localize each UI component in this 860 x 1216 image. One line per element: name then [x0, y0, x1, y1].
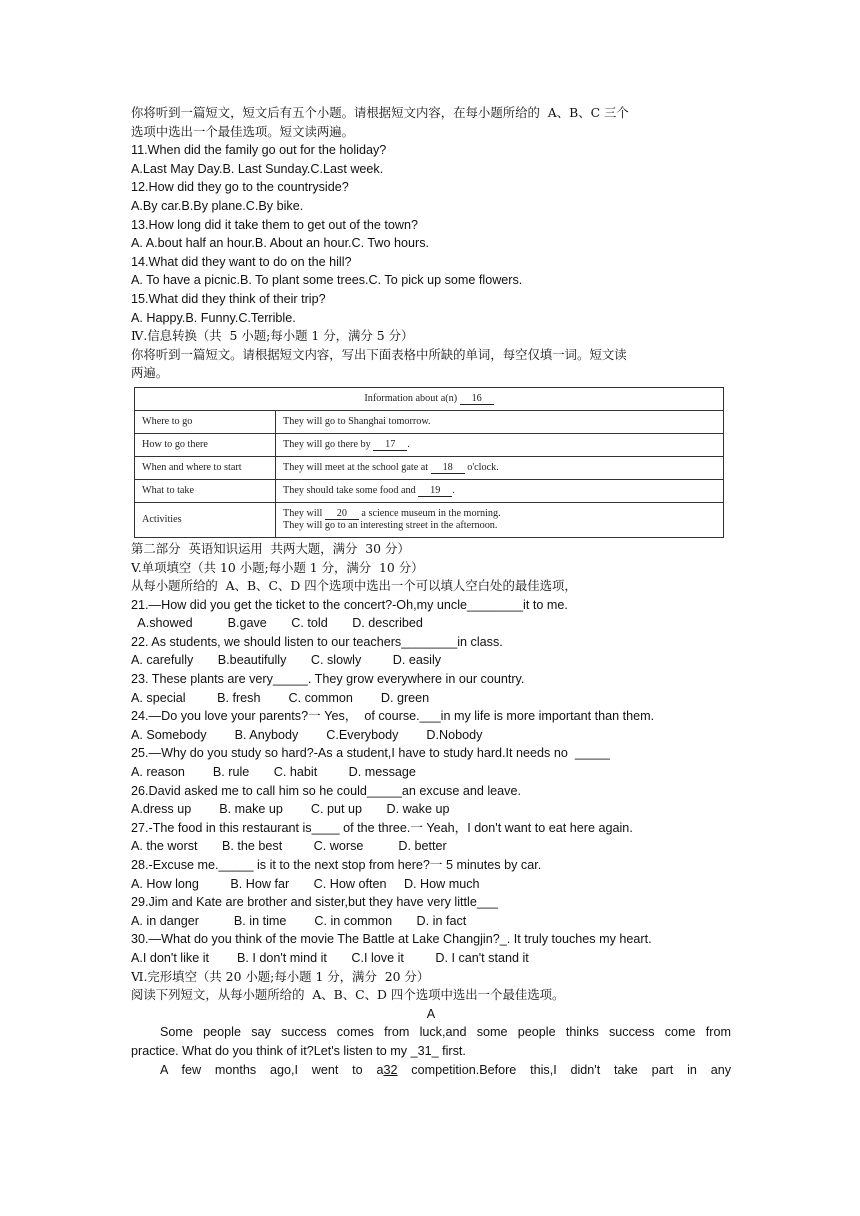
section-4-title: Ⅳ.信息转换（共 5 小题;每小题 1 分，满分 5 分） — [131, 328, 414, 344]
options-30: A.I don't like it B. I don't mind it C.I love it D. I can't stand it — [131, 950, 529, 965]
section-6-intro: 阅读下列短文，从每小题所给的 A、B、C、D 四个选项中选出一个最佳选项。 — [131, 987, 565, 1003]
question-26: 26.David asked me to call him so he could_____an excuse and leave. — [131, 783, 521, 798]
options-28: A. How long B. How far C. How often D. How much — [131, 876, 480, 891]
row-text-end: a science museum in the morning. — [358, 508, 501, 520]
exam-page — [131, 104, 731, 1079]
row-text: They will — [283, 508, 323, 520]
row-text-end: . — [452, 484, 455, 496]
options-21: A.showed B.gave C. told D. described — [131, 616, 423, 631]
table-row — [135, 433, 724, 456]
passage-p2-line-1 — [131, 1061, 731, 1080]
options-15: A. Happy.B. Funny.C.Terrible. — [131, 310, 296, 325]
table-header-row — [135, 387, 724, 410]
blank-17: 17 — [373, 439, 407, 451]
question-12: 12.How did they go to the countryside? — [131, 180, 349, 195]
question-15: 15.What did they think of their trip? — [131, 291, 326, 306]
table-row — [135, 502, 724, 537]
blank-16: 16 — [460, 393, 494, 405]
passage-p1-line-1: Some people say success comes from luck,and some people thinks success come from — [160, 1025, 731, 1040]
row-label-how: How to go there — [135, 433, 276, 456]
row-text: They will meet at the school gate at — [283, 461, 429, 473]
options-29: A. in danger B. in time C. in common D. in fact — [131, 913, 467, 928]
options-26: A.dress up B. make up C. put up D. wake up — [131, 802, 450, 817]
options-24: A. Somebody B. Anybody C.Everybody D.Nobody — [131, 727, 483, 742]
row-value-when — [276, 456, 724, 479]
part-2-title: 第二部分 英语知识运用 共两大题，满分 30 分） — [131, 540, 410, 556]
section-5-title: V.单项填空（共 10 小题;每小题 1 分，满分 10 分） — [131, 559, 424, 575]
options-14: A. To have a picnic.B. To plant some trees.C. To pick up some flowers. — [131, 273, 523, 288]
choice-questions — [131, 596, 731, 968]
question-21: 21.—How did you get the ticket to the concert?-Oh,my uncle________it to me. — [131, 597, 568, 612]
section-4-intro-line-1: 你将听到一篇短文。请根据短文内容，写出下面表格中所缺的单词，每空仅填一词。短文读 — [131, 346, 627, 362]
options-13: A. A.bout half an hour.B. About an hour.C. Two hours. — [131, 236, 430, 251]
row-value-activities — [276, 502, 724, 537]
section-intro-line-1: 你将听到一篇短文，短文后有五个小题。请根据短文内容，在每小题所给的 A、B、C 三个 — [131, 105, 629, 120]
section-4-intro-line-2: 两遍。 — [131, 365, 169, 381]
question-23: 23. These plants are very_____. They grow everywhere in our country. — [131, 672, 525, 687]
options-12: A.By car.B.By plane.C.By bike. — [131, 198, 304, 213]
question-24: 24.—Do you love your parents?一 Yes， of course.___in my life is more important than them. — [131, 709, 655, 724]
question-30: 30.—What do you think of the movie The Battle at Lake Changjin?_. It truly touches my heart. — [131, 932, 652, 947]
section-5-intro: 从每小题所给的 A、B、C、D 四个选项中选出一个可以填人空白处的最佳选项， — [131, 578, 577, 594]
options-22: A. carefully B.beautifully C. slowly D. easily — [131, 653, 442, 668]
row-value-take — [276, 479, 724, 502]
question-14: 14.What did they want to do on the hill? — [131, 254, 352, 269]
question-22: 22. As students, we should listen to our teachers________in class. — [131, 634, 503, 649]
row-value-where — [276, 410, 724, 433]
section-intro-line-2: 选项中选出一个最佳选项。短文读两遍。 — [131, 123, 355, 139]
row-text-end: . — [407, 438, 410, 450]
question-13: 13.How long did it take them to get out of the town? — [131, 217, 419, 232]
question-25: 25.—Why do you study so hard?-As a student,I have to study hard.It needs no _____ — [131, 746, 610, 761]
question-11: 11.When did the family go out for the holiday? — [131, 143, 387, 158]
activities-line-2: They will go to an interesting street in the afternoon. — [283, 520, 498, 532]
options-25: A. reason B. rule C. habit D. message — [131, 765, 416, 780]
row-value-how — [276, 433, 724, 456]
options-11: A.Last May Day.B. Last Sunday.C.Last week. — [131, 161, 384, 176]
options-27: A. the worst B. the best C. worse D. better — [131, 839, 447, 854]
question-27: 27.-The food in this restaurant is____ of the three.一 Yeah，I don't want to eat here again. — [131, 820, 633, 835]
blank-18: 18 — [431, 462, 465, 474]
table-row — [135, 410, 724, 433]
question-28: 28.-Excuse me._____ is it to the next stop from here?一 5 minutes by car. — [131, 858, 542, 872]
passage-p1-line-2: practice. What do you think of it?Let's listen to my _31_ first. — [131, 1043, 466, 1058]
table-row — [135, 479, 724, 502]
passage-label: A — [426, 1006, 436, 1021]
passage-text-end: competition.Before this,I didn't take part in any — [397, 1062, 732, 1077]
information-table — [134, 387, 724, 538]
table-row — [135, 456, 724, 479]
row-label-activities: Activities — [135, 502, 276, 537]
options-23: A. special B. fresh C. common D. green — [131, 690, 430, 705]
passage-text: A few months ago,I went to a — [160, 1062, 384, 1077]
blank-19: 19 — [418, 485, 452, 497]
section-6-title: Ⅵ.完形填空（共 20 小题;每小题 1 分，满分 20 分） — [131, 968, 430, 984]
table-header-cell — [135, 387, 724, 410]
row-text: They will go there by — [283, 438, 371, 450]
row-label-where: Where to go — [135, 410, 276, 433]
listening-questions — [131, 141, 731, 327]
row-text-end: o'clock. — [464, 461, 499, 473]
row-text: They should take some food and — [283, 484, 416, 496]
table-header-text: Information about a(n) — [364, 392, 458, 404]
row-label-when: When and where to start — [135, 456, 276, 479]
activities-line-1 — [283, 508, 716, 520]
question-29: 29.Jim and Kate are brother and sister,but they have very little___ — [131, 895, 498, 910]
blank-20: 20 — [325, 508, 359, 520]
row-label-take: What to take — [135, 479, 276, 502]
row-text: They will go to Shanghai tomorrow. — [283, 416, 431, 428]
blank-32: 32 — [383, 1062, 398, 1077]
